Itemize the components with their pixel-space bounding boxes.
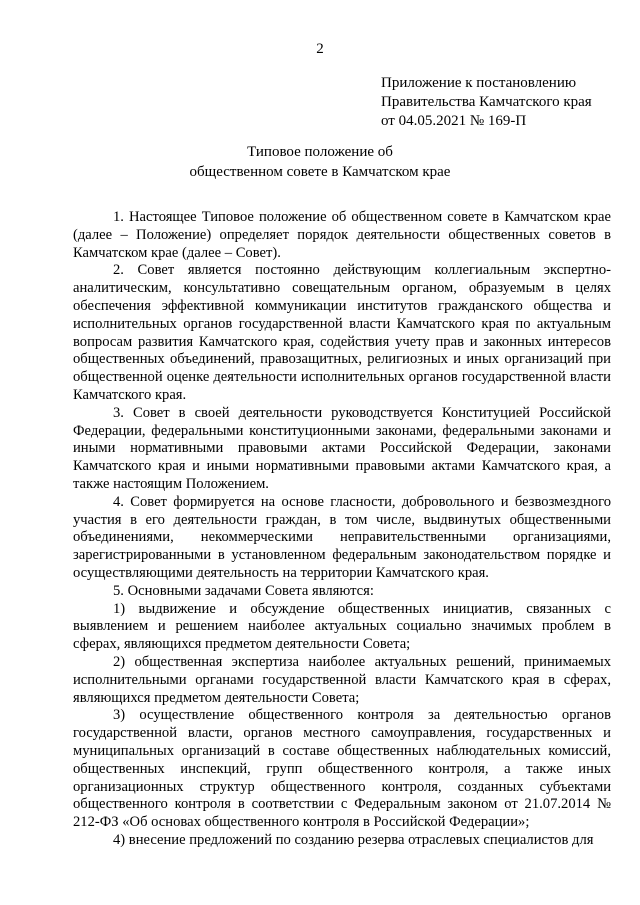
list-item-1: 1) выдвижение и обсуждение общественных инициатив, связанных с выявлением и решением наиболее актуальных социально значимых проблем в сферах, являющихся предметом деятельности Совета;	[73, 600, 611, 653]
paragraph-5: 5. Основными задачами Совета являются:	[113, 582, 374, 599]
list-item-3: 3) осуществление общественного контроля за деятельностью органов государственной власти, органов местного самоуправления, государственных и муниципальных организаций в составе общественных наблюдательных комиссий, общественных инспекций, групп общественного контроля, а также иных организационных структур общественного контроля, созданных субъектами общественного контроля в соответствии с Федеральным законом от 21.07.2014 № 212-ФЗ «Об основах общественного контроля в Российской Федерации»;	[73, 707, 611, 831]
appendix-line-3: от 04.05.2021 № 169-П	[381, 113, 527, 129]
paragraph-1: 1. Настоящее Типовое положение об общественном совете в Камчатском крае (далее – Положение) определяет порядок деятельности общественных советов в Камчатском крае (далее – Совет).	[73, 209, 611, 261]
appendix-header	[381, 74, 592, 131]
list-item-2: 2) общественная экспертиза наиболее актуальных решений, принимаемых исполнительными органами государственной власти Камчатского края в сферах, являющихся предметом деятельности Совета;	[73, 653, 611, 706]
paragraph-4: 4. Совет формируется на основе гласности, добровольного и безвозмездного участия в его деятельности граждан, в том числе, выдвинутых общественными объединениями, некоммерческими неправительственными организациями, зарегистрированными в установленном федеральным законодательством порядке и осуществляющими деятельность на территории Камчатского края.	[73, 493, 611, 581]
document-title	[0, 142, 640, 182]
appendix-line-1: Приложение к постановлению	[381, 75, 577, 91]
title-line-2: общественном совете в Камчатском крае	[189, 164, 451, 180]
appendix-line-2: Правительства Камчатского края	[381, 94, 592, 110]
page-number: 2	[316, 41, 324, 57]
paragraph-3: 3. Совет в своей деятельности руководствуется Конституцией Российской Федерации, федеральными конституционными законами, федеральными законами и иными нормативными правовыми актами Российской Федерации, законами Камчатского края и иными нормативными правовыми актами Камчатского края, а также настоящим Положением.	[73, 404, 611, 492]
paragraph-2: 2. Совет является постоянно действующим коллегиальным экспертно-аналитическим, консультативно совещательным органом, образуемым в целях обеспечения эффективной коммуникации институтов гражданского общества и исполнительных органов государственной власти Камчатского края по актуальным вопросам развития Камчатского края, содействия учету прав и законных интересов общественных объединений, правозащитных, религиозных и иных организаций при общественной оценке деятельности исполнительных органов государственной власти Камчатского края.	[73, 262, 611, 403]
list-item-4: 4) внесение предложений по созданию резерва отраслевых специалистов для	[113, 831, 594, 848]
title-line-1: Типовое положение об	[247, 144, 393, 160]
document-body	[73, 209, 611, 850]
